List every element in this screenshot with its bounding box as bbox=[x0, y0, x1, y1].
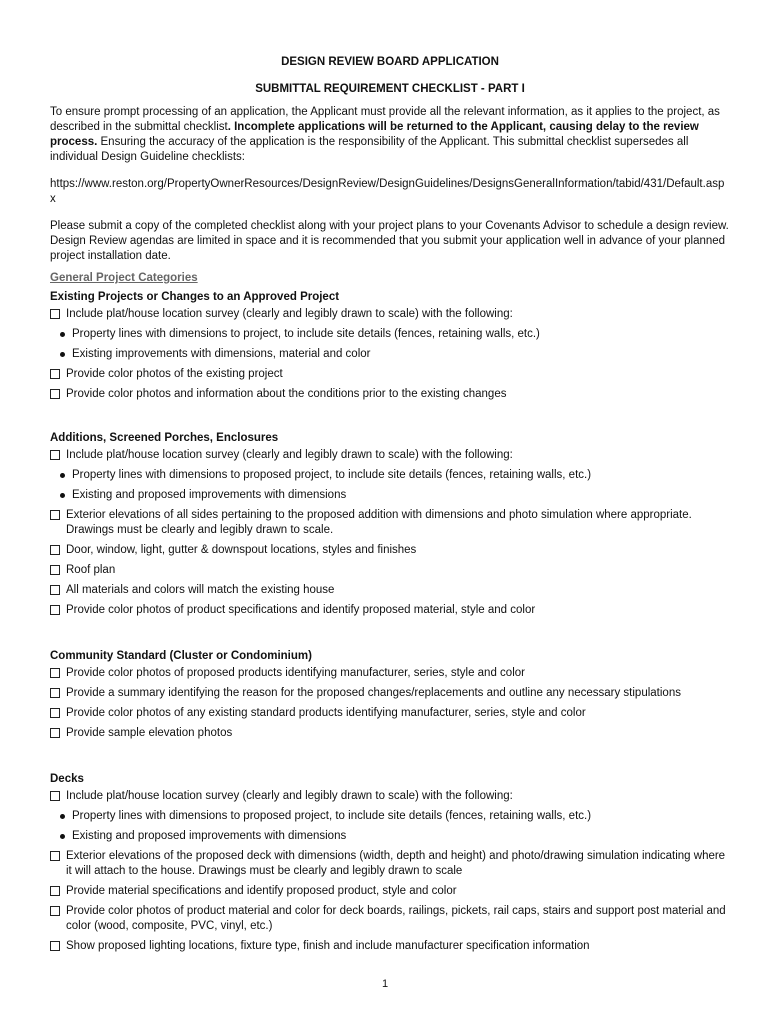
checklist-item bbox=[50, 583, 730, 598]
submit-note: Please submit a copy of the completed checklist along with your project plans to your Covenants Advisor to schedule a design review. Design Review agendas are limited in space and it is recommended that you submit your application well in advance of your planned project installation date. bbox=[50, 220, 729, 262]
checklist-item bbox=[50, 603, 730, 618]
bullet-item bbox=[60, 488, 730, 503]
checklist-item bbox=[50, 543, 730, 558]
checkbox[interactable] bbox=[50, 369, 60, 379]
section-decks bbox=[50, 772, 730, 954]
bullet-item bbox=[60, 347, 730, 362]
bullet-label: Existing and proposed improvements with dimensions bbox=[72, 830, 347, 842]
bullet-icon bbox=[60, 814, 65, 819]
checkbox[interactable] bbox=[50, 545, 60, 555]
checkbox[interactable] bbox=[50, 668, 60, 678]
checklist-label: Exterior elevations of all sides pertaining to the proposed addition with dimensions and photo simulation where appropriate. Drawings must be clearly and legibly drawn to scale. bbox=[66, 509, 692, 536]
page-content bbox=[50, 55, 730, 959]
bullet-label: Existing improvements with dimensions, material and color bbox=[72, 348, 371, 360]
checkbox[interactable] bbox=[50, 565, 60, 575]
checkbox[interactable] bbox=[50, 708, 60, 718]
bullet-label: Property lines with dimensions to project, to include site details (fences, retaining walls, etc.) bbox=[72, 328, 540, 340]
checkbox[interactable] bbox=[50, 791, 60, 801]
checklist-item bbox=[50, 666, 730, 681]
general-categories-heading: General Project Categories bbox=[50, 272, 198, 284]
checklist-item bbox=[50, 448, 730, 463]
checkbox[interactable] bbox=[50, 510, 60, 520]
checklist-item bbox=[50, 387, 730, 402]
checkbox[interactable] bbox=[50, 389, 60, 399]
section-heading: Additions, Screened Porches, Enclosures bbox=[50, 432, 279, 444]
bullet-icon bbox=[60, 834, 65, 839]
checklist-label: Door, window, light, gutter & downspout locations, styles and finishes bbox=[66, 544, 417, 556]
checklist-label: Include plat/house location survey (clearly and legibly drawn to scale) with the following: bbox=[66, 449, 513, 461]
checkbox[interactable] bbox=[50, 728, 60, 738]
checkbox[interactable] bbox=[50, 605, 60, 615]
checklist-label: Show proposed lighting locations, fixture type, finish and include manufacturer specification information bbox=[66, 940, 590, 952]
bullet-item bbox=[60, 468, 730, 483]
checklist-item bbox=[50, 939, 730, 954]
document-subtitle: SUBMITTAL REQUIREMENT CHECKLIST - PART I bbox=[255, 83, 525, 95]
checklist-item bbox=[50, 307, 730, 322]
bullet-item bbox=[60, 829, 730, 844]
checklist-label: Roof plan bbox=[66, 564, 116, 576]
checklist-label: Provide color photos of any existing standard products identifying manufacturer, series, style and color bbox=[66, 707, 586, 719]
section-community-standard bbox=[50, 649, 730, 741]
checklist-item bbox=[50, 789, 730, 804]
bullet-icon bbox=[60, 473, 65, 478]
checklist-label: Provide color photos of product specifications and identify proposed material, style and color bbox=[66, 604, 536, 616]
checklist-item bbox=[50, 367, 730, 382]
checklist-label: Provide color photos of the existing project bbox=[66, 368, 283, 380]
intro-text-2: Ensuring the accuracy of the application is the responsibility of the Applicant. This submittal checklist supersedes all individual Design Guideline checklists: bbox=[50, 136, 689, 163]
checkbox[interactable] bbox=[50, 906, 60, 916]
checklist-label: Exterior elevations of the proposed deck with dimensions (width, depth and height) and photo/drawing simulation indicating where it will attach to the house. Drawings must be clearly and legibly drawn to scale bbox=[66, 850, 726, 877]
section-heading: Community Standard (Cluster or Condominium) bbox=[50, 650, 312, 662]
checkbox[interactable] bbox=[50, 585, 60, 595]
bullet-icon bbox=[60, 493, 65, 498]
checklist-item bbox=[50, 686, 730, 701]
checklist-label: All materials and colors will match the existing house bbox=[66, 584, 335, 596]
checklist-label: Provide sample elevation photos bbox=[66, 727, 233, 739]
document-title: DESIGN REVIEW BOARD APPLICATION bbox=[281, 56, 499, 68]
guidelines-url: https://www.reston.org/PropertyOwnerResources/DesignReview/DesignGuidelines/DesignsGeneralInformation/tabid/431/Default.aspx bbox=[50, 178, 725, 205]
section-heading: Existing Projects or Changes to an Approved Project bbox=[50, 291, 340, 303]
section-additions bbox=[50, 431, 730, 618]
checklist-label: Provide color photos and information about the conditions prior to the existing changes bbox=[66, 388, 507, 400]
checkbox[interactable] bbox=[50, 688, 60, 698]
section-existing bbox=[50, 290, 730, 402]
checklist-item bbox=[50, 849, 730, 879]
intro-paragraph bbox=[50, 105, 730, 165]
section-heading: Decks bbox=[50, 773, 84, 785]
bullet-icon bbox=[60, 352, 65, 357]
checklist-item bbox=[50, 706, 730, 721]
checklist-item bbox=[50, 726, 730, 741]
checklist-label: Include plat/house location survey (clearly and legibly drawn to scale) with the following: bbox=[66, 308, 513, 320]
checkbox[interactable] bbox=[50, 450, 60, 460]
intro-text: To ensure prompt processing of an application, the Applicant must provide all the relevant information, as it applies to the project, as described in the submittal checklist bbox=[50, 106, 720, 133]
checkbox[interactable] bbox=[50, 309, 60, 319]
checklist-label: Provide material specifications and identify proposed product, style and color bbox=[66, 885, 457, 897]
bullet-item bbox=[60, 327, 730, 342]
bullet-item bbox=[60, 809, 730, 824]
checklist-label: Provide color photos of proposed products identifying manufacturer, series, style and color bbox=[66, 667, 525, 679]
checklist-label: Provide color photos of product material and color for deck boards, railings, pickets, rail caps, stairs and support post material and color (wood, composite, PVC, vinyl, etc.) bbox=[66, 905, 726, 932]
bullet-icon bbox=[60, 332, 65, 337]
bullet-label: Existing and proposed improvements with dimensions bbox=[72, 489, 347, 501]
checklist-label: Provide a summary identifying the reason for the proposed changes/replacements and outline any necessary stipulations bbox=[66, 687, 681, 699]
checklist-item bbox=[50, 563, 730, 578]
intro-bold-text: . Incomplete applications will be returned to the Applicant, causing delay to the review process. bbox=[50, 121, 699, 148]
checklist-item bbox=[50, 884, 730, 899]
bullet-label: Property lines with dimensions to proposed project, to include site details (fences, retaining walls, etc.) bbox=[72, 810, 592, 822]
checkbox[interactable] bbox=[50, 941, 60, 951]
page-number: 1 bbox=[381, 978, 389, 990]
checkbox[interactable] bbox=[50, 886, 60, 896]
checklist-label: Include plat/house location survey (clearly and legibly drawn to scale) with the following: bbox=[66, 790, 513, 802]
checkbox[interactable] bbox=[50, 851, 60, 861]
checklist-item bbox=[50, 904, 730, 934]
checklist-item bbox=[50, 508, 730, 538]
bullet-label: Property lines with dimensions to proposed project, to include site details (fences, retaining walls, etc.) bbox=[72, 469, 592, 481]
